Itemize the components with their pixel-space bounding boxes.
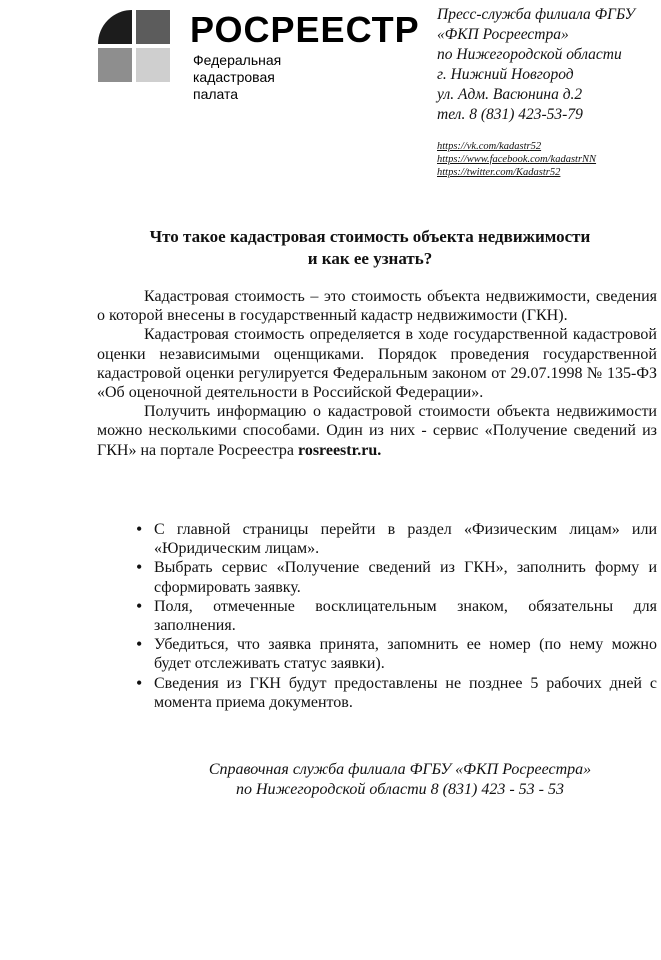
footer-line: по Нижегородской области 8 (831) 423 - 53 - 53 — [235, 781, 564, 798]
steps-list — [133, 520, 657, 712]
site-name: rosreestr.ru. — [298, 441, 382, 459]
title-line: и как ее узнать? — [307, 249, 433, 268]
list-item: • Выбрать сервис «Получение сведений из ГКН», заполнить форму и сформировать заявку. — [133, 558, 657, 596]
article-body — [97, 287, 657, 460]
paragraph: Кадастровая стоимость определяется в ходе государственной кадастровой оценки независимыми оценщиками. Порядок проведения государственной кадастровой оценки регулируется Федеральным законом от 29.07.1998 № 135-ФЗ «Об оценочной деятельности в Российской Федерации». — [97, 326, 657, 402]
rosreestr-logo — [94, 6, 174, 86]
list-item: • Убедиться, что заявка принята, запомнить ее номер (по нему можно будет отслеживать статус заявки). — [133, 635, 657, 673]
paragraph-text: Получить информацию о кадастровой стоимости объекта недвижимости можно несколькими способами. Один из них - сервис «Получение сведений из ГКН» на портале Росреестра — [97, 403, 657, 459]
contact-line: г. Нижний Новгород — [437, 66, 574, 83]
contact-line: Пресс-служба филиала ФГБУ — [437, 6, 635, 23]
list-item: • С главной страницы перейти в раздел «Физическим лицам» или «Юридическим лицам». — [133, 520, 657, 558]
help-service-footer — [150, 760, 650, 800]
twitter-link[interactable]: https://twitter.com/Kadastr52 — [437, 167, 561, 178]
facebook-link[interactable]: https://www.facebook.com/kadastrNN — [437, 154, 597, 165]
brand-name: РОСРЕЕСТР — [190, 9, 420, 50]
paragraph — [97, 402, 657, 460]
brand-sub-line: палата — [193, 86, 239, 102]
page-title — [60, 226, 661, 270]
brand-sub-line: Федеральная — [193, 52, 282, 68]
title-line: Что такое кадастровая стоимость объекта недвижимости — [149, 227, 591, 246]
list-item: • Сведения из ГКН будут предоставлены не позднее 5 рабочих дней с момента приема документов. — [133, 674, 657, 712]
press-contacts — [437, 5, 659, 125]
brand-subtitle — [193, 52, 281, 103]
list-item: • Поля, отмеченные восклицательным знаком, обязательны для заполнения. — [133, 597, 657, 635]
contact-line: по Нижегородской области — [437, 46, 622, 63]
social-links — [437, 140, 659, 179]
contact-line: тел. 8 (831) 423-53-79 — [437, 106, 583, 123]
vk-link[interactable]: https://vk.com/kadastr52 — [437, 141, 542, 152]
paragraph: Кадастровая стоимость – это стоимость объекта недвижимости, сведения о которой внесены в государственный кадастр недвижимости (ГКН). — [97, 288, 657, 325]
brand-sub-line: кадастровая — [193, 69, 275, 85]
contact-line: «ФКП Росреестра» — [437, 26, 569, 43]
contact-line: ул. Адм. Васюнина д.2 — [437, 86, 583, 103]
footer-line: Справочная служба филиала ФГБУ «ФКП Росреестра» — [208, 761, 592, 778]
